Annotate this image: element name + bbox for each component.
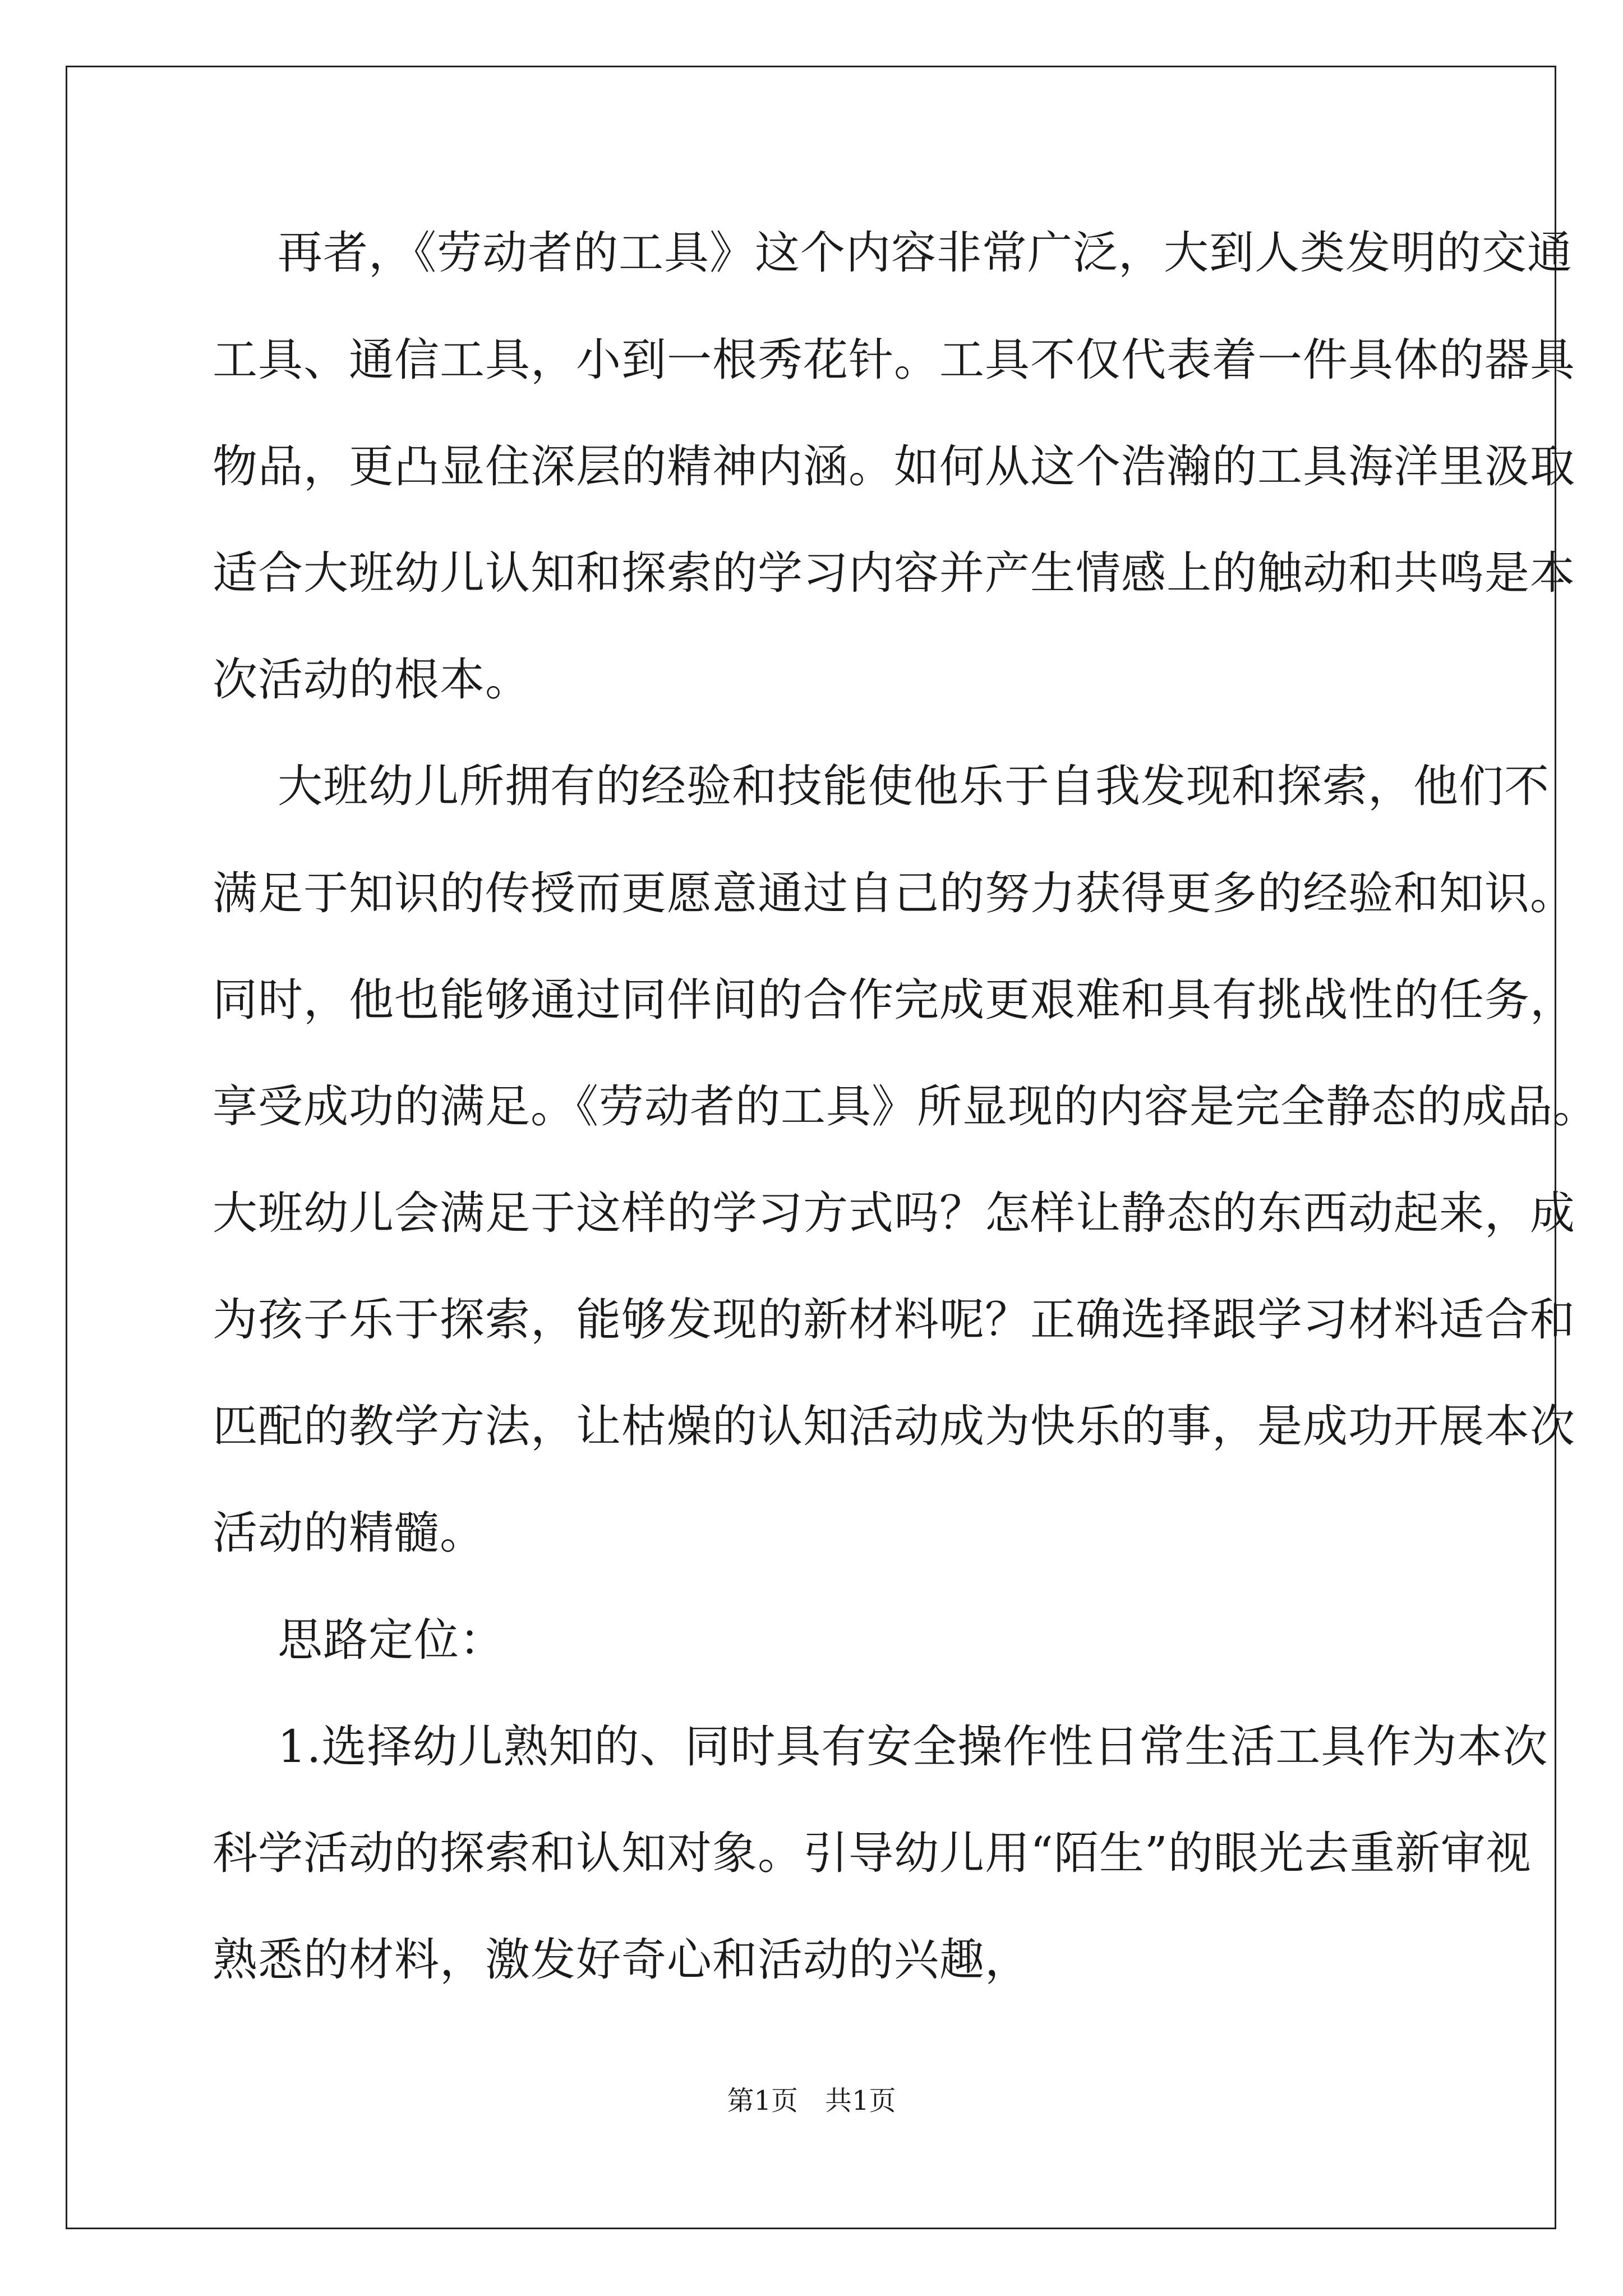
section-heading: 思路定位： bbox=[278, 1614, 505, 1666]
paragraph-2-line-2: 满足于知识的传授而更愿意通过自己的努力获得更多的经验和知识。 bbox=[213, 867, 1575, 919]
page-border bbox=[66, 66, 1598, 2229]
paragraph-2-line-6: 为孩子乐于探索，能够发现的新材料呢？正确选择跟学习材料适合和 bbox=[213, 1294, 1575, 1346]
paragraph-1-line-2: 工具、通信工具，小到一根秀花针。工具不仅代表着一件具体的器具 bbox=[213, 334, 1575, 386]
paragraph-2-line-1: 大班幼儿所拥有的经验和技能使他乐于自我发现和探索，他们不 bbox=[278, 760, 1550, 812]
paragraph-2-line-8: 活动的精髓。 bbox=[213, 1507, 485, 1559]
list-item-1-line-2: 科学活动的探索和认知对象。引导幼儿用“陌生”的眼光去重新审视 bbox=[213, 1827, 1532, 1879]
page-footer: 第1页 共1页 bbox=[727, 2085, 896, 2116]
list-item-1-line-3: 熟悉的材料，激发好奇心和活动的兴趣， bbox=[213, 1934, 1030, 1986]
paragraph-1-line-5: 次活动的根本。 bbox=[213, 654, 531, 706]
paragraph-2-line-5: 大班幼儿会满足于这样的学习方式吗？怎样让静态的东西动起来，成 bbox=[213, 1187, 1575, 1239]
paragraph-1-line-4: 适合大班幼儿认知和探索的学习内容并产生情感上的触动和共鸣是本 bbox=[213, 547, 1575, 599]
paragraph-2-line-4: 享受成功的满足。《劳动者的工具》所显现的内容是完全静态的成品。 bbox=[213, 1080, 1598, 1133]
paragraph-2-line-7: 匹配的教学方法，让枯燥的认知活动成为快乐的事，是成功开展本次 bbox=[213, 1400, 1575, 1452]
paragraph-2-line-3: 同时，他也能够通过同伴间的合作完成更艰难和具有挑战性的任务， bbox=[213, 974, 1575, 1026]
list-item-1-line-1: 1.选择幼儿熟知的、同时具有安全操作性日常生活工具作为本次 bbox=[278, 1720, 1548, 1773]
paragraph-1-line-1: 再者，《劳动者的工具》这个内容非常广泛，大到人类发明的交通 bbox=[278, 227, 1573, 279]
paragraph-1-line-3: 物品，更凸显住深层的精神内涵。如何从这个浩瀚的工具海洋里汲取 bbox=[213, 440, 1575, 493]
